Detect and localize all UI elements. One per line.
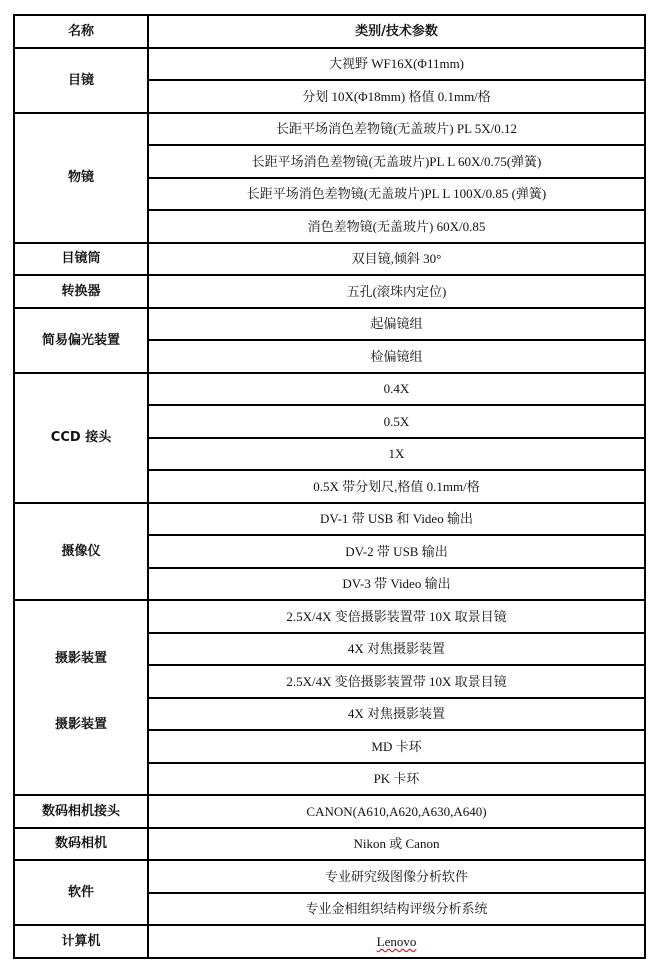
photo-label: 摄影装置 bbox=[54, 717, 107, 732]
table-row bbox=[14, 503, 645, 536]
converter-label: 转换器 bbox=[14, 275, 148, 308]
computer-label: 计算机 bbox=[14, 925, 148, 958]
table-row bbox=[14, 828, 645, 861]
polarizer-item: 检偏镜组 bbox=[148, 340, 645, 373]
objective-item: 长距平场消色差物镜(无盖玻片)PL L 100X/0.85 (弹簧) bbox=[148, 178, 645, 211]
camera-label: 摄像仪 bbox=[14, 503, 148, 601]
ccd-label: CCD 接头 bbox=[14, 373, 148, 503]
polarizer-label: 简易偏光装置 bbox=[14, 308, 148, 373]
eyepiece-label: 目镜 bbox=[14, 48, 148, 113]
objective-item: 消色差物镜(无盖玻片) 60X/0.85 bbox=[148, 210, 645, 243]
photo-item: 2.5X/4X 变倍摄影装置带 10X 取景目镜 bbox=[148, 665, 645, 698]
photo-item: PK 卡环 bbox=[148, 763, 645, 796]
objective-item: 长距平场消色差物镜(无盖玻片)PL L 60X/0.75(弹簧) bbox=[148, 145, 645, 178]
objective-label: 物镜 bbox=[14, 113, 148, 243]
ccd-item: 0.4X bbox=[148, 373, 645, 406]
table-row bbox=[14, 925, 645, 958]
dc-adapter-item: CANON(A610,A620,A630,A640) bbox=[148, 795, 645, 828]
table-row bbox=[14, 48, 645, 81]
software-label: 软件 bbox=[14, 860, 148, 925]
objective-item: 长距平场消色差物镜(无盖玻片) PL 5X/0.12 bbox=[148, 113, 645, 146]
software-item: 专业金相组织结构评级分析系统 bbox=[148, 893, 645, 926]
eyepiece-item: 分划 10X(Φ18mm) 格值 0.1mm/格 bbox=[148, 80, 645, 113]
ccd-item: 0.5X 带分划尺,格值 0.1mm/格 bbox=[148, 470, 645, 503]
header-row bbox=[14, 15, 645, 48]
photo-label-cell bbox=[14, 600, 148, 795]
spec-table bbox=[13, 14, 646, 959]
camera-item: DV-2 带 USB 输出 bbox=[148, 535, 645, 568]
dc-label: 数码相机 bbox=[14, 828, 148, 861]
computer-item-cell bbox=[148, 925, 645, 958]
software-item: 专业研究级图像分析软件 bbox=[148, 860, 645, 893]
header-params: 类别/技术参数 bbox=[148, 15, 645, 48]
table-row bbox=[14, 243, 645, 276]
tube-label: 目镜筒 bbox=[14, 243, 148, 276]
converter-item: 五孔(滚珠内定位) bbox=[148, 275, 645, 308]
table-row bbox=[14, 308, 645, 341]
ccd-item: 0.5X bbox=[148, 405, 645, 438]
dc-adapter-label: 数码相机接头 bbox=[14, 795, 148, 828]
camera-item: DV-3 带 Video 输出 bbox=[148, 568, 645, 601]
polarizer-item: 起偏镜组 bbox=[148, 308, 645, 341]
ccd-item: 1X bbox=[148, 438, 645, 471]
table-row bbox=[14, 113, 645, 146]
photo-item: 4X 对焦摄影装置 bbox=[148, 633, 645, 666]
camera-item: DV-1 带 USB 和 Video 输出 bbox=[148, 503, 645, 536]
table-row bbox=[14, 275, 645, 308]
computer-item: Lenovo bbox=[376, 933, 417, 949]
table-row bbox=[14, 600, 645, 633]
table-row bbox=[14, 373, 645, 406]
photo-item: 4X 对焦摄影装置 bbox=[148, 698, 645, 731]
photo-item: MD 卡环 bbox=[148, 730, 645, 763]
table-row bbox=[14, 860, 645, 893]
photo-item: 2.5X/4X 变倍摄影装置带 10X 取景目镜 bbox=[148, 600, 645, 633]
eyepiece-item: 大视野 WF16X(Φ11mm) bbox=[148, 48, 645, 81]
dc-item: Nikon 或 Canon bbox=[148, 828, 645, 861]
tube-item: 双目镜,倾斜 30° bbox=[148, 243, 645, 276]
photo-label: 摄影装置 bbox=[54, 651, 107, 666]
table-row bbox=[14, 795, 645, 828]
header-name: 名称 bbox=[14, 15, 148, 48]
